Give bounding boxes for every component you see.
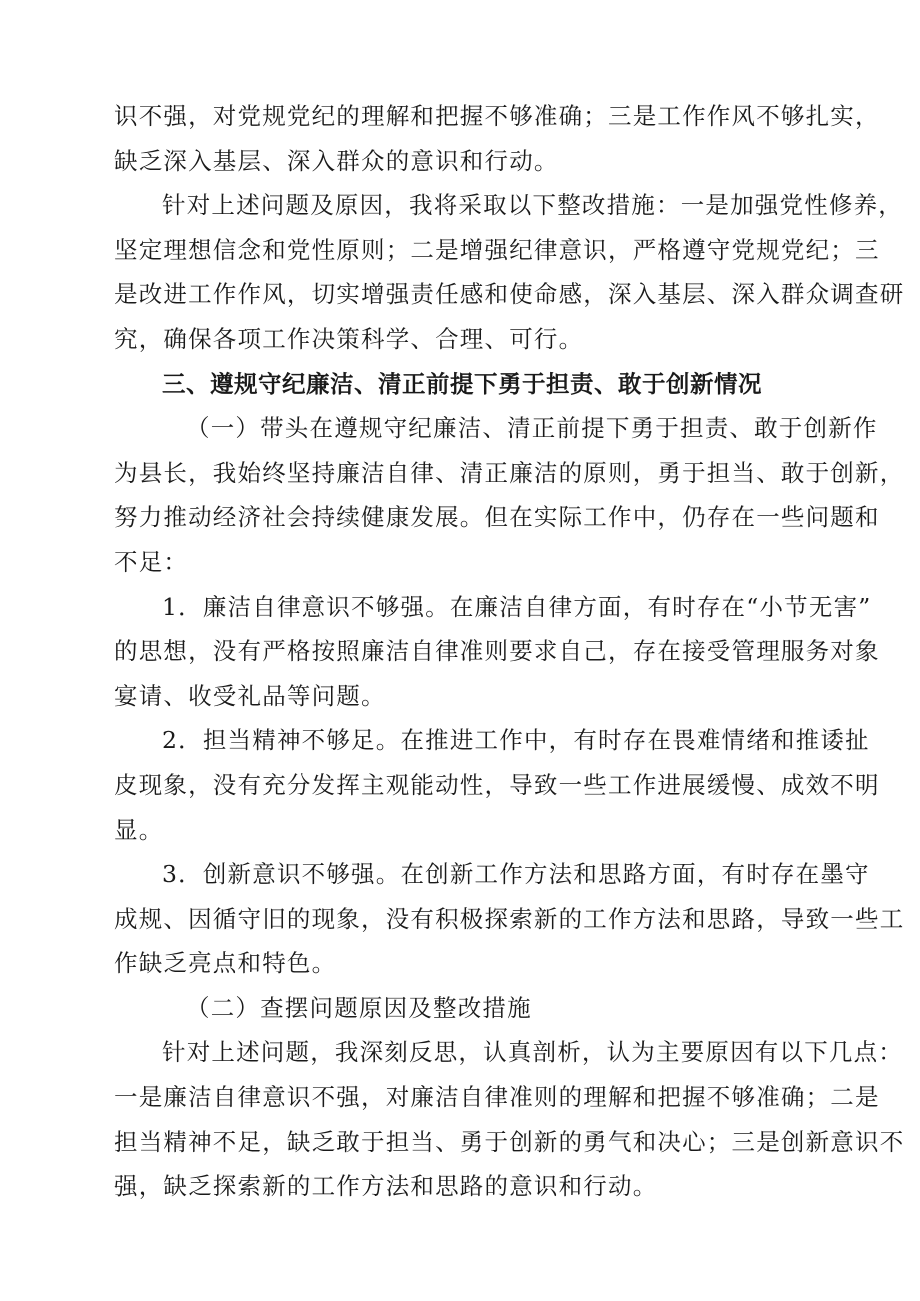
section-heading: 三、遵规守纪廉洁、清正前提下勇于担责、敢于创新情况 xyxy=(162,369,762,398)
list-item-line: 2．担当精神不够足。在推进工作中，有时存在畏难情绪和推诿扯 xyxy=(162,726,870,755)
body-line: 针对上述问题及原因，我将采取以下整改措施：一是加强党性修养， xyxy=(162,191,903,220)
body-line: 不足： xyxy=(114,547,189,576)
subsection-heading: （二）查摆问题原因及整改措施 xyxy=(186,993,532,1022)
body-line: 缺乏深入基层、深入群众的意识和行动。 xyxy=(114,146,559,175)
body-line: 一是廉洁自律意识不强，对廉洁自律准则的理解和把握不够准确；二是 xyxy=(114,1083,880,1112)
body-line: 担当精神不足，缺乏敢于担当、勇于创新的勇气和决心；三是创新意识不 xyxy=(114,1127,905,1156)
body-line: 针对上述问题，我深刻反思，认真剖析，认为主要原因有以下几点： xyxy=(162,1038,903,1067)
body-line: 作缺乏亮点和特色。 xyxy=(114,949,337,978)
body-line: 的思想，没有严格按照廉洁自律准则要求自己，存在接受管理服务对象 xyxy=(114,637,880,666)
subsection-heading: （一）带头在遵规守纪廉洁、清正前提下勇于担责、敢于创新作 xyxy=(186,414,878,443)
body-line: 成规、因循守旧的现象，没有积极探索新的工作方法和思路，导致一些工 xyxy=(114,904,905,933)
body-line: 是改进工作作风，切实增强责任感和使命感，深入基层、深入群众调查研 xyxy=(114,280,905,309)
body-line: 坚定理想信念和党性原则；二是增强纪律意识，严格遵守党规党纪；三 xyxy=(114,235,880,264)
body-line: 究，确保各项工作决策科学、合理、可行。 xyxy=(114,324,584,353)
list-item-line: 3．创新意识不够强。在创新工作方法和思路方面，有时存在墨守 xyxy=(162,860,870,889)
body-line: 皮现象，没有充分发挥主观能动性，导致一些工作进展缓慢、成效不明 xyxy=(114,770,880,799)
body-line: 识不强，对党规党纪的理解和把握不够准确；三是工作作风不够扎实， xyxy=(114,102,880,130)
list-item-line: 1．廉洁自律意识不够强。在廉洁自律方面，有时存在“小节无害” xyxy=(162,592,872,621)
body-line: 强，缺乏探索新的工作方法和思路的意识和行动。 xyxy=(114,1172,658,1201)
body-line: 宴请、收受礼品等问题。 xyxy=(114,681,386,710)
body-line: 显。 xyxy=(114,815,164,844)
body-line: 为县长，我始终坚持廉洁自律、清正廉洁的原则，勇于担当、敢于创新， xyxy=(114,458,905,487)
body-line: 努力推动经济社会持续健康发展。但在实际工作中，仍存在一些问题和 xyxy=(114,503,880,532)
